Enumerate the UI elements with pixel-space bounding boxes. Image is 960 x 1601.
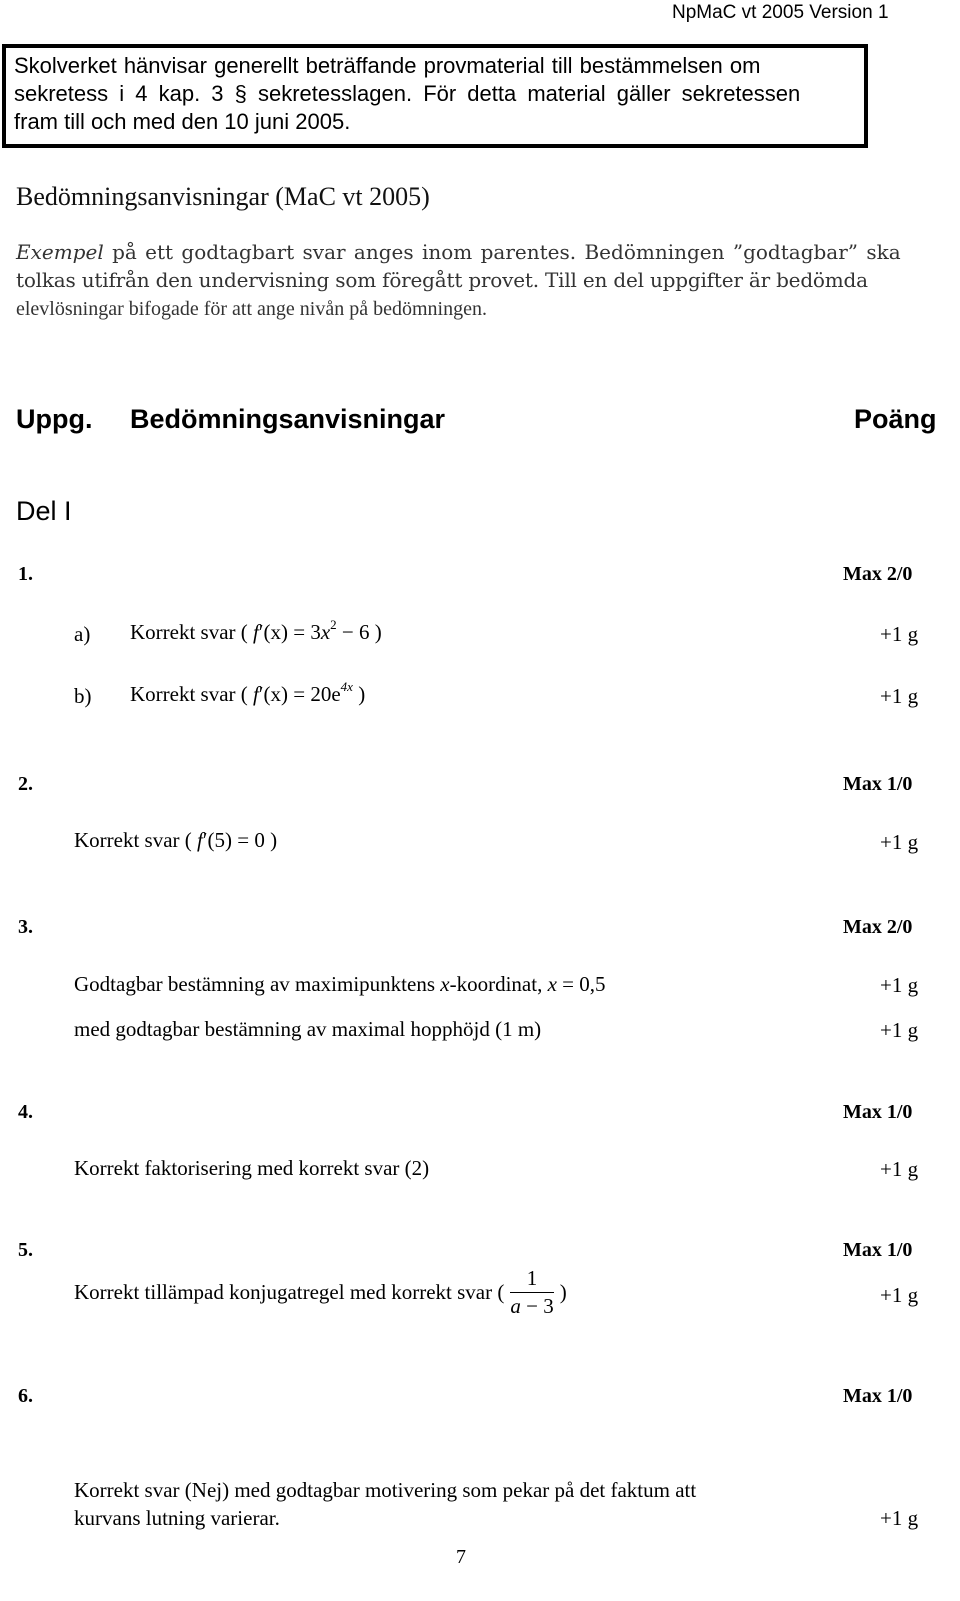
answer-close: ): [358, 682, 366, 706]
math-argument: (5) = 0: [207, 828, 265, 852]
math-variable: x: [547, 972, 557, 996]
math-equals: = 20e: [287, 682, 341, 706]
math-rest: − 6: [336, 620, 370, 644]
document-header: NpMaC vt 2005 Version 1: [672, 2, 889, 23]
answer-text: Korrekt svar (: [130, 620, 248, 644]
intro-emphasis: Exempel: [16, 240, 104, 264]
grade-point: +1 g: [880, 1506, 919, 1530]
column-header-task: Uppg.: [16, 404, 93, 434]
task-number: 2.: [18, 773, 33, 795]
grade-point: +1 g: [880, 1157, 919, 1181]
task-max-points: Max 1/0: [843, 773, 913, 795]
column-header-guide: Bedömningsanvisningar: [130, 404, 446, 434]
answer-line: kurvans lutning varierar.: [74, 1506, 280, 1530]
math-variable: x: [320, 620, 331, 644]
task-max-points: Max 1/0: [843, 1101, 913, 1123]
answer-text: Korrekt tillämpad konjugatregel med korrekt svar (: [74, 1280, 505, 1304]
answer-close: ): [559, 1280, 567, 1304]
column-header-points: Poäng: [854, 404, 937, 434]
answer-close: ): [374, 620, 382, 644]
task-max-points: Max 2/0: [843, 563, 913, 585]
task-max-points: Max 1/0: [843, 1385, 913, 1407]
answer-line: Korrekt faktorisering med korrekt svar (2): [74, 1156, 430, 1180]
math-function: f: [253, 682, 259, 706]
task-max-points: Max 1/0: [843, 1239, 913, 1261]
answer-line: [130, 679, 366, 707]
math-variable: x: [440, 972, 450, 996]
notice-line: fram till och med den 10 juni 2005.: [14, 109, 351, 134]
math-variable: a: [510, 1294, 521, 1318]
grade-point: +1 g: [880, 684, 919, 708]
task-max-points: Max 2/0: [843, 916, 913, 938]
math-equals: = 3: [287, 620, 321, 644]
derivative-expression: [253, 679, 358, 706]
math-prime: ′: [258, 620, 264, 644]
math-function: f: [197, 828, 203, 852]
answer-line: med godtagbar bestämning av maximal hopphöjd (1 m): [74, 1017, 542, 1041]
math-prime: ′: [258, 682, 264, 706]
intro-text: på ett godtagbart svar anges inom parentes. Bedömningen ”godtagbar” ska: [103, 240, 901, 264]
math-prime: ′: [202, 828, 208, 852]
answer-close: ): [270, 828, 278, 852]
task-number: 4.: [18, 1101, 33, 1123]
grade-point: +1 g: [880, 973, 919, 997]
answer-text: Korrekt svar (: [74, 828, 192, 852]
math-equals: = 0,5: [556, 972, 606, 996]
part-heading: Del I: [16, 496, 72, 526]
derivative-expression: [253, 617, 375, 644]
answer-text: Korrekt svar (: [130, 682, 248, 706]
answer-line: [74, 828, 277, 853]
answer-line: [74, 1266, 567, 1319]
intro-line-2: tolkas utifrån den undervisning som föregått provet. Till en del uppgifter är bedömda: [16, 268, 868, 292]
grade-point: +1 g: [880, 1018, 919, 1042]
derivative-expression: [197, 828, 270, 852]
task-number: 5.: [18, 1239, 33, 1261]
item-label: a): [74, 622, 91, 646]
math-function: f: [253, 620, 259, 644]
answer-line: [74, 972, 606, 997]
notice-line: Skolverket hänvisar generellt beträffande provmaterial till bestämmelsen om: [14, 53, 761, 78]
math-exponent: 4x: [340, 679, 353, 694]
fraction: [510, 1266, 553, 1319]
grade-point: +1 g: [880, 830, 919, 854]
page-number: 7: [456, 1546, 466, 1568]
math-argument: (x): [263, 620, 288, 644]
item-label: b): [74, 684, 92, 708]
answer-text: -koordinat,: [449, 972, 548, 996]
grade-point: +1 g: [880, 622, 919, 646]
fraction-numerator: 1: [510, 1266, 553, 1293]
fraction-denominator: [510, 1293, 553, 1319]
answer-line: Korrekt svar (Nej) med godtagbar motivering som pekar på det faktum att: [74, 1478, 697, 1502]
math-exponent: 2: [330, 617, 337, 632]
math-rest: − 3: [520, 1294, 554, 1318]
intro-line-1: [16, 240, 901, 264]
answer-line: [130, 617, 382, 645]
grade-point: +1 g: [880, 1283, 919, 1307]
task-number: 3.: [18, 916, 33, 938]
page-title: Bedömningsanvisningar (MaC vt 2005): [16, 182, 430, 211]
math-argument: (x): [263, 682, 288, 706]
notice-line: sekretess i 4 kap. 3 § sekretesslagen. För detta material gäller sekretessen: [14, 81, 801, 106]
task-number: 6.: [18, 1385, 33, 1407]
intro-line-3: elevlösningar bifogade för att ange nivån på bedömningen.: [16, 298, 487, 320]
answer-text: Godtagbar bestämning av maximipunktens: [74, 972, 441, 996]
task-number: 1.: [18, 563, 33, 585]
